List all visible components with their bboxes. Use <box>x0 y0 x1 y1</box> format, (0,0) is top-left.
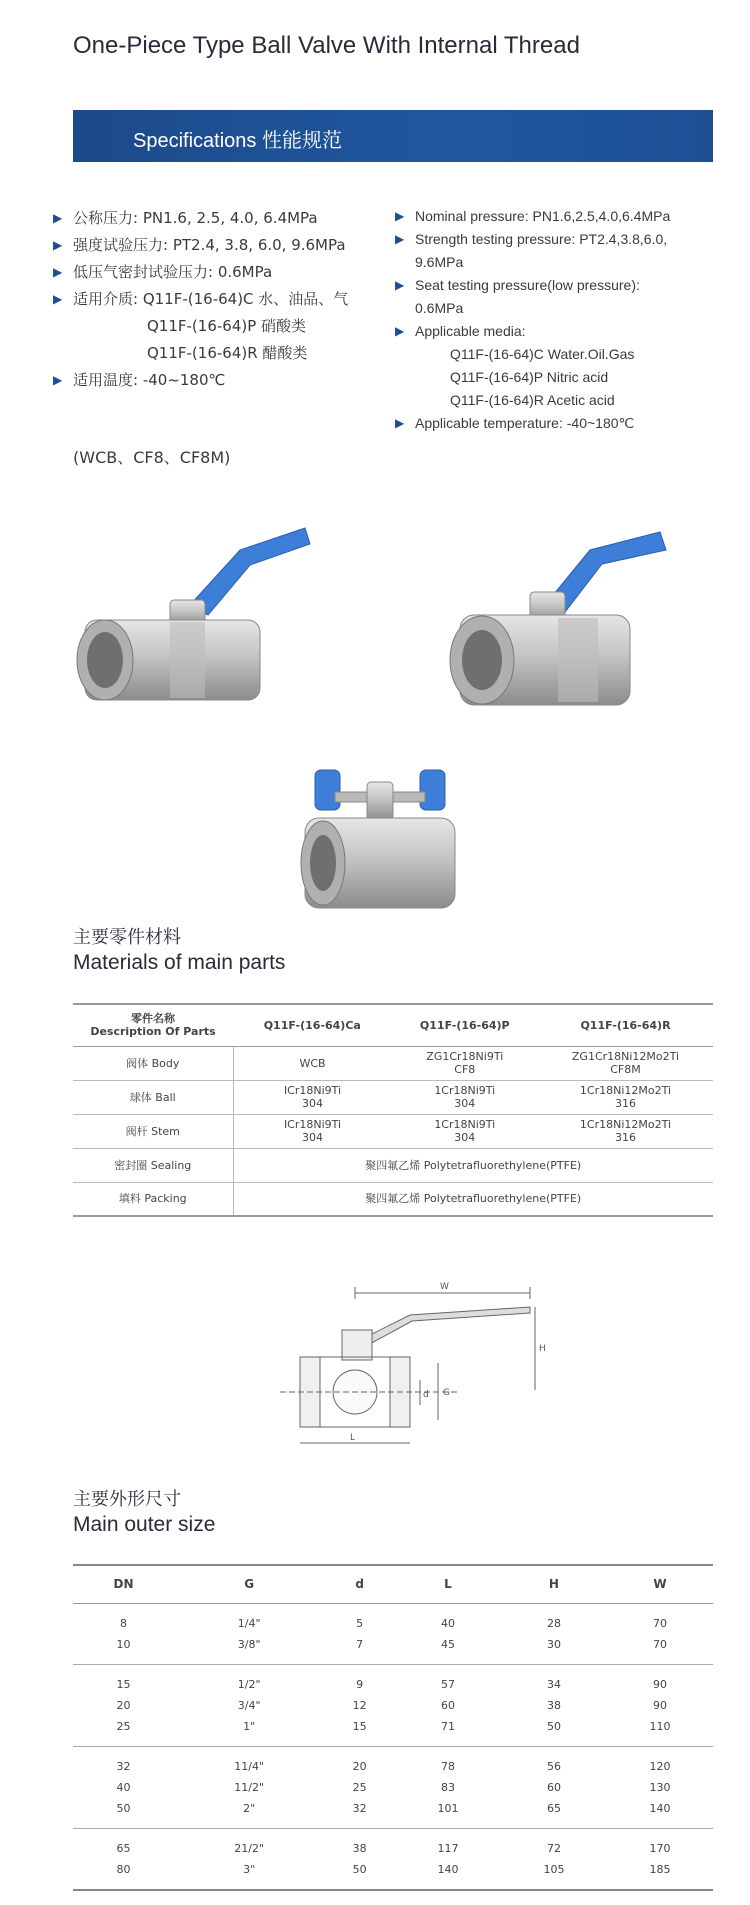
outer-size-heading: 主要外形尺寸 Main outer size <box>73 1489 216 1536</box>
table-row: 填料 Packing 聚四氟乙烯 Polytetrafluorethylene(PTFE) <box>73 1182 713 1216</box>
materials-heading: 主要零件材料 Materials of main parts <box>73 927 286 974</box>
table-cell: 45 <box>395 1634 501 1665</box>
table-cell: 90 <box>652 1677 667 1691</box>
table-cell: 120 <box>649 1759 671 1773</box>
bullet-icon: ▶ <box>395 278 405 292</box>
bullet-icon: ▶ <box>395 232 405 246</box>
spec-item-cont: Q11F-(16-64)C Water.Oil.Gas <box>450 346 635 362</box>
label-h: H <box>539 1344 546 1354</box>
table-cell: 25 <box>73 1716 174 1747</box>
table-cell: 15 <box>116 1677 131 1691</box>
bullet-icon: ▶ <box>53 265 63 279</box>
table-cell: 1/2" <box>237 1677 261 1691</box>
table-cell: 1" <box>174 1716 324 1747</box>
col-header: DN <box>73 1565 174 1603</box>
valve-photo-lever-1 <box>70 520 320 720</box>
table-cell: 40 <box>440 1616 455 1630</box>
table-cell: 3/8" <box>174 1634 324 1665</box>
table-cell: 32 <box>116 1759 131 1773</box>
table-cell: 1/4" <box>237 1616 261 1630</box>
bullet-icon: ▶ <box>395 209 405 223</box>
table-cell: 38 <box>352 1841 367 1855</box>
table-cell: 170 <box>649 1841 671 1855</box>
table-row <box>73 1603 713 1634</box>
table-cell: 11/2" <box>234 1780 265 1794</box>
label-w: W <box>440 1282 449 1292</box>
table-cell: 15 <box>324 1716 395 1747</box>
col-header: Q11F-(16-64)P <box>392 1004 538 1046</box>
table-row <box>73 1695 713 1716</box>
table-row <box>73 1664 713 1695</box>
spec-item: ▶ Applicable temperature: -40~180℃ <box>395 412 725 435</box>
table-row <box>73 1859 713 1890</box>
table-cell: 70 <box>607 1634 713 1665</box>
table-cell: 30 <box>501 1634 607 1665</box>
table-cell: 71 <box>395 1716 501 1747</box>
table-cell: 65 <box>116 1841 131 1855</box>
spec-item-cont: 9.6MPa <box>415 254 464 270</box>
table-cell: 50 <box>73 1798 174 1829</box>
spec-item: ▶ Strength testing pressure: PT2.4,3.8,6.0, <box>395 228 725 251</box>
spec-item: ▶ 低压气密封试验压力: 0.6MPa <box>53 259 383 286</box>
spec-item: ▶ 适用温度: -40~180℃ <box>53 367 383 394</box>
table-cell: 140 <box>607 1798 713 1829</box>
specifications-banner <box>73 110 713 162</box>
table-cell: 21/2" <box>234 1841 265 1855</box>
spec-item-cont: Q11F-(16-64)R 醋酸类 <box>147 344 308 362</box>
col-header: d <box>324 1565 395 1603</box>
table-cell: 40 <box>116 1780 131 1794</box>
table-cell: 34 <box>546 1677 561 1691</box>
table-row: 阀体 Body WCB ZG1Cr18Ni9Ti CF8 ZG1Cr18Ni12Mo2Ti CF8M <box>73 1046 713 1080</box>
table-cell: 83 <box>440 1780 455 1794</box>
table-cell: 8 <box>120 1616 128 1630</box>
spec-item-cont: Q11F-(16-64)P 硝酸类 <box>147 317 307 335</box>
table-cell: 90 <box>652 1698 667 1712</box>
table-row: 密封圈 Sealing 聚四氟乙烯 Polytetrafluorethylene(PTFE) <box>73 1148 713 1182</box>
table-cell: 110 <box>607 1716 713 1747</box>
table-row <box>73 1716 713 1747</box>
materials-table <box>73 1003 713 1217</box>
spec-item: ▶ Nominal pressure: PN1.6,2.5,4.0,6.4MPa <box>395 205 725 228</box>
table-cell: 20 <box>352 1759 367 1773</box>
table-cell: 28 <box>546 1616 561 1630</box>
dimensions-table <box>73 1564 713 1891</box>
spec-item: ▶ Seat testing pressure(low pressure): <box>395 274 725 297</box>
table-row <box>73 1746 713 1777</box>
table-cell: 65 <box>501 1798 607 1829</box>
table-cell: 117 <box>437 1841 459 1855</box>
col-header: G <box>174 1565 324 1603</box>
col-header: Q11F-(16-64)Ca <box>233 1004 392 1046</box>
table-row: 球体 Ball ICr18Ni9Ti 304 1Cr18Ni9Ti 304 1Cr18Ni12Mo2Ti 316 <box>73 1080 713 1114</box>
table-row <box>73 1634 713 1665</box>
material-note: (WCB、CF8、CF8M) <box>73 448 231 467</box>
table-cell: 80 <box>73 1859 174 1890</box>
spec-list-english <box>395 205 725 435</box>
table-cell: 50 <box>324 1859 395 1890</box>
col-header: L <box>395 1565 501 1603</box>
table-cell: 20 <box>116 1698 131 1712</box>
table-cell: 5 <box>356 1616 364 1630</box>
table-cell: 50 <box>501 1716 607 1747</box>
label-d: d <box>423 1390 429 1400</box>
spec-item: ▶ Applicable media: <box>395 320 725 343</box>
table-cell: 7 <box>324 1634 395 1665</box>
spec-item: ▶ 强度试验压力: PT2.4, 3.8, 6.0, 9.6MPa <box>53 232 383 259</box>
specifications-heading: Specifications 性能规范 <box>133 130 342 152</box>
table-cell: 57 <box>440 1677 455 1691</box>
table-row: 阀杆 Stem ICr18Ni9Ti 304 1Cr18Ni9Ti 304 1Cr18Ni12Mo2Ti 316 <box>73 1114 713 1148</box>
table-cell: 185 <box>607 1859 713 1890</box>
table-cell: 101 <box>395 1798 501 1829</box>
table-cell: 38 <box>546 1698 561 1712</box>
bullet-icon: ▶ <box>53 373 63 387</box>
table-cell: 2" <box>174 1798 324 1829</box>
label-g: G <box>443 1388 450 1398</box>
spec-item-cont: 0.6MPa <box>415 300 464 316</box>
table-cell: 60 <box>440 1698 455 1712</box>
page-title: One-Piece Type Ball Valve With Internal Thread <box>73 32 580 59</box>
table-cell: 60 <box>546 1780 561 1794</box>
bullet-icon: ▶ <box>53 292 63 306</box>
spec-item: ▶ 适用介质: Q11F-(16-64)C 水、油品、气 <box>53 286 383 313</box>
bullet-icon: ▶ <box>395 416 405 430</box>
table-cell: 25 <box>352 1780 367 1794</box>
table-cell: 10 <box>73 1634 174 1665</box>
table-cell: 56 <box>546 1759 561 1773</box>
col-header: H <box>501 1565 607 1603</box>
table-row <box>73 1798 713 1829</box>
col-header: Q11F-(16-64)R <box>538 1004 713 1046</box>
valve-photo-lever-2 <box>440 520 700 720</box>
table-cell: 130 <box>649 1780 671 1794</box>
table-cell: 12 <box>352 1698 367 1712</box>
table-cell: 78 <box>440 1759 455 1773</box>
table-row <box>73 1777 713 1798</box>
col-header: W <box>607 1565 713 1603</box>
dimension-drawing <box>280 1265 560 1455</box>
label-l: L <box>350 1433 356 1443</box>
bullet-icon: ▶ <box>53 238 63 252</box>
table-cell: 105 <box>501 1859 607 1890</box>
bullet-icon: ▶ <box>395 324 405 338</box>
table-cell: 9 <box>356 1677 364 1691</box>
table-row <box>73 1828 713 1859</box>
table-cell: 3/4" <box>237 1698 261 1712</box>
spec-item-cont: Q11F-(16-64)P Nitric acid <box>450 369 609 385</box>
table-cell: 72 <box>546 1841 561 1855</box>
valve-photo-butterfly <box>295 760 465 920</box>
spec-item: ▶ 公称压力: PN1.6, 2.5, 4.0, 6.4MPa <box>53 205 383 232</box>
table-cell: 11/4" <box>234 1759 265 1773</box>
table-cell: 3" <box>174 1859 324 1890</box>
spec-item-cont: Q11F-(16-64)R Acetic acid <box>450 392 615 408</box>
bullet-icon: ▶ <box>53 211 63 225</box>
table-cell: 70 <box>652 1616 667 1630</box>
table-cell: 140 <box>395 1859 501 1890</box>
spec-list-chinese <box>53 205 383 394</box>
table-cell: 32 <box>324 1798 395 1829</box>
col-header-description: 零件名称 Description Of Parts <box>73 1004 233 1046</box>
